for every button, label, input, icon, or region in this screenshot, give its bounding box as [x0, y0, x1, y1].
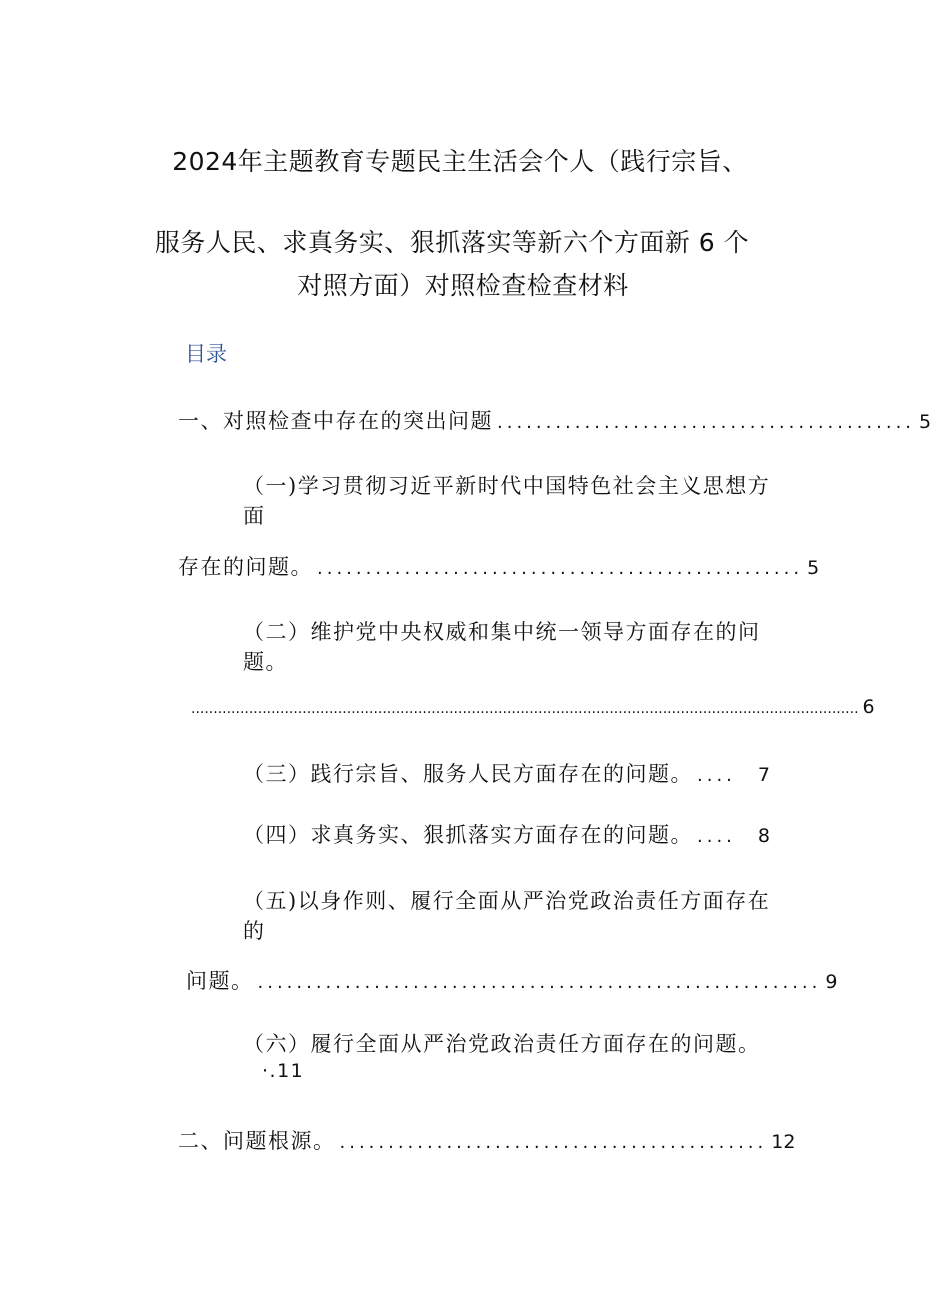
toc-leader-dots: ...................................................................................................................................................... [191, 701, 859, 717]
toc-leader-dots: .... [697, 826, 736, 847]
toc-entry-text: 存在的问题。 [178, 555, 313, 579]
toc-page-number: 12 [771, 1131, 796, 1153]
toc-entry-7-line-1[interactable]: （六）履行全面从严治党政治责任方面存在的问题。 [243, 1032, 761, 1056]
toc-leader-dots: .................................................. [317, 558, 804, 579]
toc-entry-3-line-2: 题。 [243, 650, 288, 674]
toc-page-number: 5 [807, 557, 820, 579]
toc-entry-6-line-1[interactable]: （五)以身作则、履行全面从严治党政治责任方面存在 [243, 889, 771, 913]
toc-entry-3-line-1[interactable]: （二）维护党中央权威和集中统一领导方面存在的问 [243, 620, 761, 644]
toc-entry-5[interactable] [243, 819, 770, 849]
toc-page-number: 9 [825, 971, 838, 993]
toc-entry-1[interactable] [178, 405, 931, 435]
toc-entry-text: 问题。 [186, 969, 254, 993]
toc-leader-dots: ............................................ [339, 1132, 768, 1153]
toc-entry-7-page: ·.11 [262, 1060, 305, 1082]
document-title-line-2: 服务人民、求真务实、狠抓落实等新六个方面新 6 个 [154, 228, 750, 257]
toc-entry-text: 一、对照检查中存在的突出问题 [178, 409, 493, 433]
toc-entry-2-line-1[interactable]: （一)学习贯彻习近平新时代中国特色社会主义思想方 [243, 474, 771, 498]
toc-page-number: 5 [919, 411, 931, 433]
document-title-line-1: 2024年主题教育专题民主生活会个人（践行宗旨、 [172, 147, 748, 176]
toc-entry-text: （三）践行宗旨、服务人民方面存在的问题。 [243, 762, 693, 786]
toc-entry-6-line-2: 的 [243, 919, 266, 943]
toc-entry-8[interactable] [178, 1125, 796, 1155]
toc-entry-text: 二、问题根源。 [178, 1129, 336, 1153]
toc-entry-3[interactable] [187, 696, 875, 718]
toc-entry-2[interactable] [178, 551, 820, 581]
toc-entry-6[interactable] [186, 965, 838, 995]
toc-heading: 目录 [185, 342, 227, 366]
toc-page-number: 6 [862, 696, 875, 718]
toc-page-number: 7 [757, 764, 770, 786]
document-title-line-3: 对照方面）对照检查检查材料 [297, 271, 629, 300]
toc-entry-2-line-2: 面 [243, 504, 266, 528]
toc-leader-dots: ........................................... [497, 412, 916, 433]
toc-leader-dots: .......................................................... [257, 972, 822, 993]
toc-entry-text: （四）求真务实、狠抓落实方面存在的问题。 [243, 823, 693, 847]
toc-page-number: 8 [757, 825, 770, 847]
toc-entry-4[interactable] [243, 758, 770, 788]
toc-leader-dots: .... [697, 765, 736, 786]
